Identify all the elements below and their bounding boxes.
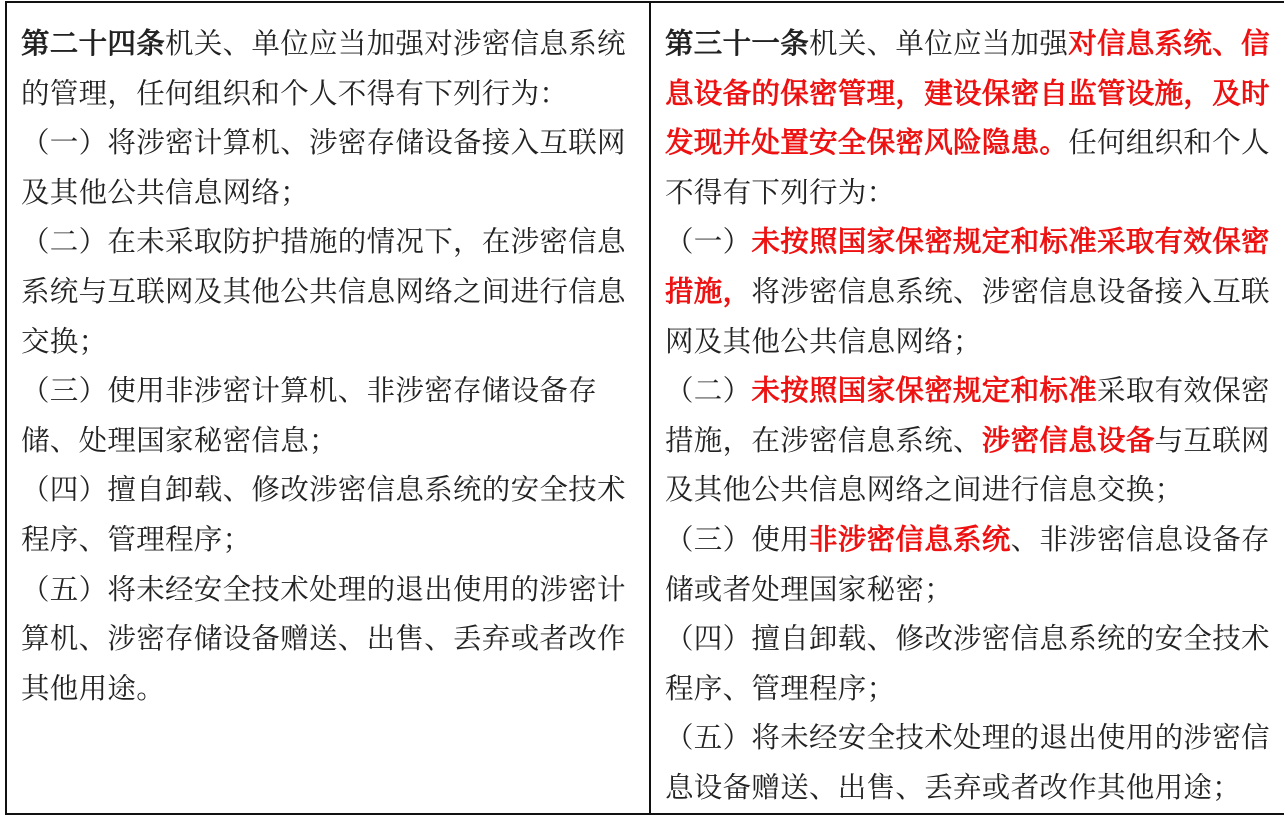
old-article-intro	[21, 19, 637, 118]
old-article-item: （二）在未采取防护措施的情况下，在涉密信息系统与互联网及其他公共信息网络之间进行信息交换；	[21, 225, 626, 358]
old-article-item: （一）将涉密计算机、涉密存储设备接入互联网及其他公共信息网络；	[21, 126, 626, 209]
item-highlight: 未按照国家保密规定和标准采取有效保密措施，	[665, 225, 1270, 308]
item-text: 将涉密信息系统、涉密信息设备接入互联网及其他公共信息网络；	[665, 274, 1270, 358]
old-article-item: （四）擅自卸载、修改涉密信息系统的安全技术程序、管理程序；	[21, 473, 626, 556]
old-article-title: 第二十四条	[21, 27, 166, 60]
new-article-item-5: （五）将未经安全技术处理的退出使用的涉密信息设备赠送、出售、丢弃或者改作其他用途；	[665, 721, 1270, 804]
old-article-cell	[6, 2, 650, 814]
item-prefix: （二）	[665, 374, 752, 408]
old-article-intro-text: 机关、单位应当加强对涉密信息系统的管理，任何组织和个人不得有下列行为：	[21, 27, 626, 110]
item-text: 与互联网及其他公共信息网络之间进行信息交换；	[665, 423, 1270, 507]
new-article-item-1	[665, 217, 1284, 366]
new-article-cell	[650, 2, 1284, 814]
new-article-item-4: （四）擅自卸载、修改涉密信息系统的安全技术程序、管理程序；	[665, 622, 1270, 705]
new-article-item-3	[665, 515, 1284, 614]
new-article-intro-highlight: 对信息系统、信息设备的保密管理，建设保密自监管设施，及时发现并处置安全保密风险隐患。	[665, 27, 1270, 160]
comparison-row	[6, 2, 1284, 814]
new-article-intro-post: 任何组织和个人不得有下列行为：	[665, 126, 1270, 209]
old-article-item: （三）使用非涉密计算机、非涉密存储设备存储、处理国家秘密信息；	[21, 374, 598, 457]
law-comparison-table	[5, 1, 1284, 815]
old-article-item: （五）将未经安全技术处理的退出使用的涉密计算机、涉密存储设备赠送、出售、丢弃或者改作其他用途。	[21, 572, 626, 705]
item-text: 、非涉密信息设备存储或者处理国家秘密；	[665, 522, 1270, 606]
new-article-item-2	[665, 366, 1284, 515]
item-highlight: 未按照国家保密规定和标准	[751, 374, 1098, 408]
item-prefix: （三）使用	[665, 522, 810, 556]
item-text: 采取有效保密措施，在涉密信息系统、	[665, 374, 1270, 457]
item-highlight: 非涉密信息系统	[809, 522, 1011, 556]
new-article-intro	[665, 19, 1284, 217]
item-prefix: （一）	[665, 225, 752, 259]
new-article-title: 第三十一条	[665, 27, 810, 60]
item-highlight: 涉密信息设备	[981, 423, 1155, 457]
new-article-intro-pre: 机关、单位应当加强	[809, 27, 1069, 60]
